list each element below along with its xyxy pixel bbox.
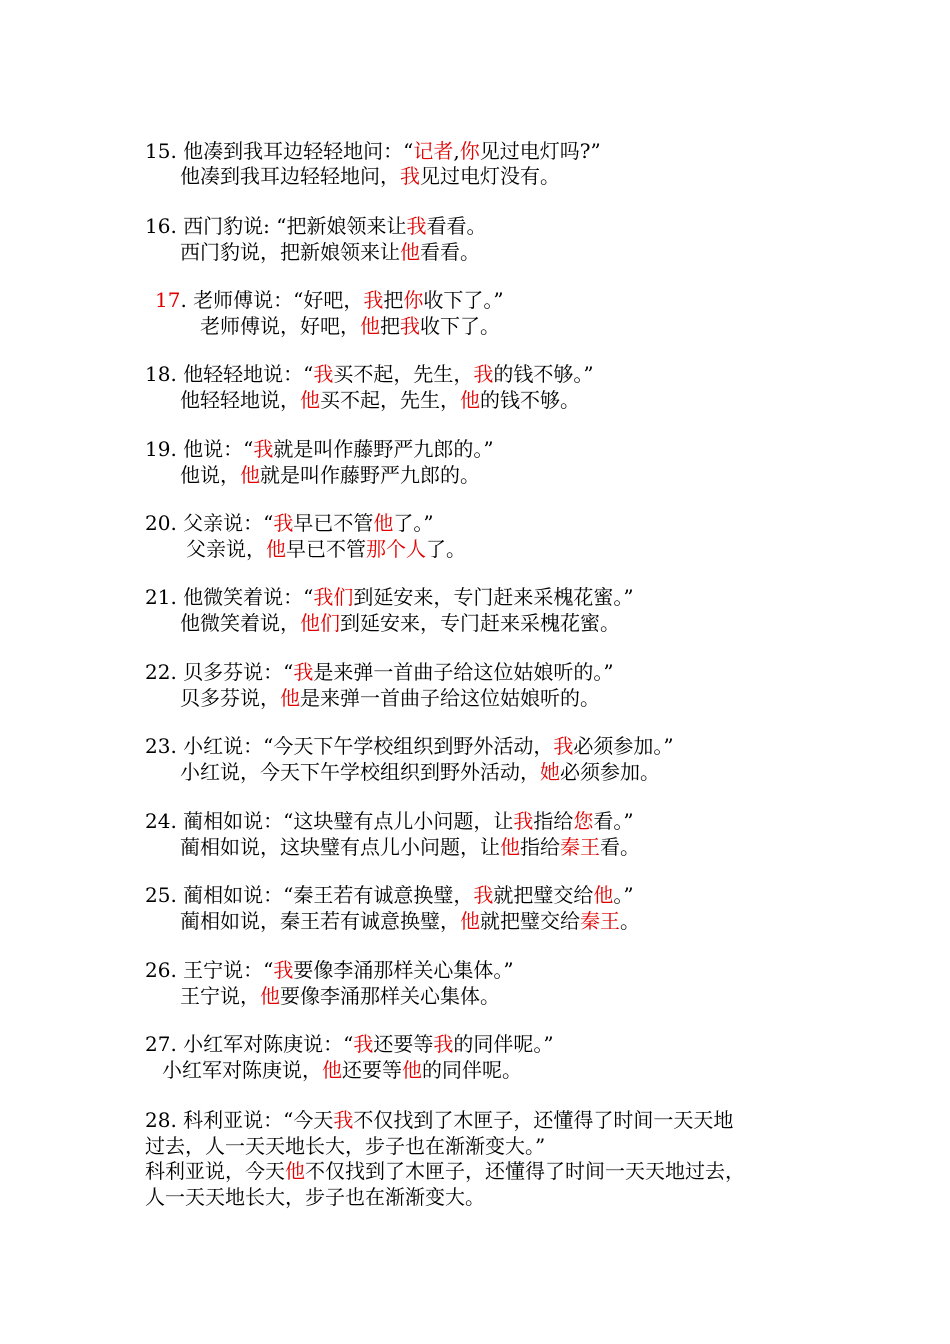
highlighted-pronoun: 他 <box>300 388 320 412</box>
converted-sentence-line <box>180 983 500 1009</box>
sentence-text: 的钱不够。 <box>480 388 580 412</box>
original-sentence-line <box>145 138 601 164</box>
converted-sentence-line <box>180 908 640 934</box>
sentence-text: 贝多芬说， <box>180 686 280 710</box>
original-sentence-line <box>145 213 486 239</box>
highlighted-pronoun: 记者 <box>413 139 454 163</box>
original-sentence-line <box>145 361 594 387</box>
sentence-text: 26. 王宁说：“ <box>145 958 274 982</box>
original-sentence-line <box>145 1107 733 1133</box>
sentence-text: 小红军对陈庚说， <box>162 1058 322 1082</box>
converted-sentence-line <box>162 1057 522 1083</box>
highlighted-pronoun: 他 <box>593 883 614 907</box>
original-sentence-line <box>145 808 634 834</box>
original-sentence-line <box>145 436 494 462</box>
highlighted-pronoun: 他 <box>400 240 420 264</box>
sentence-text: 要像李涌那样关心集体。 <box>280 984 500 1008</box>
sentence-text: 是来弹一首曲子给这位姑娘听的。” <box>313 660 614 684</box>
sentence-text: 28. 科利亚说：“今天 <box>145 1108 334 1132</box>
converted-sentence-line <box>200 313 500 339</box>
converted-sentence-line <box>145 1158 745 1184</box>
sentence-text: 了。” <box>393 511 434 535</box>
highlighted-pronoun: 我 <box>400 164 420 188</box>
sentence-text: 到延安来，专门赶来采槐花蜜。 <box>340 611 620 635</box>
sentence-text: 父亲说， <box>186 537 266 561</box>
original-sentence-line <box>145 1031 554 1057</box>
highlighted-pronoun: 他 <box>460 909 480 933</box>
sentence-text: 的同伴呢。” <box>453 1032 554 1056</box>
sentence-text: 23. 小红说：“今天下午学校组织到野外活动， <box>145 734 554 758</box>
sentence-text: 19. 他说：“ <box>145 437 254 461</box>
sentence-text: 过去，人一天天地长大，步子也在渐渐变大。” <box>145 1134 546 1158</box>
highlighted-pronoun: 他 <box>360 314 380 338</box>
sentence-text: 把 <box>383 288 404 312</box>
sentence-text: 收下了。 <box>420 314 500 338</box>
highlighted-pronoun: 他 <box>373 511 394 535</box>
original-sentence-line <box>145 584 634 610</box>
highlighted-pronoun: 您 <box>573 809 594 833</box>
sentence-text: 25. 蔺相如说：“秦王若有诚意换璧， <box>145 883 474 907</box>
sentence-text: 蔺相如说，这块璧有点儿小问题，让 <box>180 835 500 859</box>
highlighted-pronoun: 我 <box>400 314 420 338</box>
converted-sentence-line <box>145 1184 485 1210</box>
highlighted-pronoun: 他 <box>266 537 286 561</box>
sentence-text: 早已不管 <box>293 511 374 535</box>
sentence-text: 买不起，先生， <box>333 362 474 386</box>
sentence-text: 的同伴呢。 <box>422 1058 522 1082</box>
highlighted-pronoun: 我 <box>363 288 384 312</box>
sentence-text: 指给 <box>533 809 574 833</box>
sentence-text: 见过电灯没有。 <box>420 164 560 188</box>
sentence-text: 看看。 <box>426 214 487 238</box>
sentence-text: 就是叫作藤野严九郎的。 <box>260 463 480 487</box>
sentence-text: 他轻轻地说， <box>180 388 300 412</box>
sentence-text: 买不起，先生， <box>320 388 460 412</box>
highlighted-pronoun: 17 <box>155 288 181 312</box>
sentence-text: 27. 小红军对陈庚说：“ <box>145 1032 354 1056</box>
sentence-text: 。” <box>613 883 634 907</box>
highlighted-pronoun: 我 <box>353 1032 374 1056</box>
sentence-text: 不仅找到了木匣子，还懂得了时间一天天地 <box>353 1108 734 1132</box>
sentence-text: 科利亚说，今天 <box>145 1159 285 1183</box>
original-sentence-line <box>145 882 634 908</box>
sentence-text: 不仅找到了木匣子，还懂得了时间一天天地过去， <box>305 1159 745 1183</box>
sentence-text: 早已不管 <box>286 537 366 561</box>
sentence-text: 指给 <box>520 835 560 859</box>
converted-sentence-line <box>180 239 480 265</box>
highlighted-pronoun: 我 <box>253 437 274 461</box>
converted-sentence-line <box>180 163 560 189</box>
sentence-text: 的钱不够。” <box>493 362 594 386</box>
sentence-text: 就是叫作藤野严九郎的。” <box>273 437 494 461</box>
converted-sentence-line <box>180 610 620 636</box>
sentence-text: 他微笑着说， <box>180 611 300 635</box>
sentence-text: 收下了。” <box>423 288 504 312</box>
highlighted-pronoun: 我 <box>293 660 314 684</box>
highlighted-pronoun: 我 <box>513 809 534 833</box>
sentence-text: 把 <box>380 314 400 338</box>
highlighted-pronoun: 他 <box>260 984 280 1008</box>
highlighted-pronoun: 我 <box>273 958 294 982</box>
sentence-text: 看看。 <box>420 240 480 264</box>
converted-sentence-line <box>180 759 660 785</box>
highlighted-pronoun: 他 <box>402 1058 422 1082</box>
highlighted-pronoun: 我 <box>433 1032 454 1056</box>
highlighted-pronoun: 我 <box>406 214 427 238</box>
converted-sentence-line <box>180 462 480 488</box>
sentence-text: 要像李涌那样关心集体。” <box>293 958 514 982</box>
sentence-text: 西门豹说，把新娘领来让 <box>180 240 400 264</box>
sentence-text: 他凑到我耳边轻轻地问， <box>180 164 400 188</box>
highlighted-pronoun: 我 <box>273 511 294 535</box>
sentence-text: 18. 他轻轻地说：“ <box>145 362 314 386</box>
highlighted-pronoun: 你 <box>403 288 424 312</box>
sentence-text: 就把璧交给 <box>493 883 594 907</box>
highlighted-pronoun: 他 <box>280 686 300 710</box>
highlighted-pronoun: 他 <box>322 1058 342 1082</box>
highlighted-pronoun: 你 <box>459 139 480 163</box>
sentence-text: 他说， <box>180 463 240 487</box>
sentence-text: 16. 西门豹说: “把新娘领来让 <box>145 214 407 238</box>
highlighted-pronoun: 他 <box>500 835 520 859</box>
highlighted-pronoun: 我 <box>333 1108 354 1132</box>
sentence-text: 21. 他微笑着说：“ <box>145 585 314 609</box>
sentence-text: 到延安来，专门赶来采槐花蜜。” <box>353 585 634 609</box>
sentence-text: 人一天天地长大，步子也在渐渐变大。 <box>145 1185 485 1209</box>
sentence-text: 看。” <box>593 809 634 833</box>
sentence-text: 24. 蔺相如说：“这块璧有点儿小问题，让 <box>145 809 514 833</box>
sentence-text: 老师傅说，好吧， <box>200 314 360 338</box>
sentence-text: 蔺相如说，秦王若有诚意换璧， <box>180 909 460 933</box>
converted-sentence-line <box>180 834 640 860</box>
sentence-text: 还要等 <box>342 1058 402 1082</box>
sentence-text: 王宁说， <box>180 984 260 1008</box>
highlighted-pronoun: 我 <box>473 883 494 907</box>
sentence-text: 。 <box>620 909 640 933</box>
original-sentence-line <box>145 659 614 685</box>
converted-sentence-line <box>180 387 580 413</box>
sentence-text: 还要等 <box>373 1032 434 1056</box>
original-sentence-line <box>145 733 674 759</box>
converted-sentence-line <box>180 685 600 711</box>
highlighted-pronoun: 他 <box>285 1159 305 1183</box>
sentence-text: 了。 <box>426 537 466 561</box>
highlighted-pronoun: 她 <box>540 760 560 784</box>
highlighted-pronoun: 我 <box>473 362 494 386</box>
converted-sentence-line <box>145 1133 545 1159</box>
sentence-text: 20. 父亲说：“ <box>145 511 274 535</box>
highlighted-pronoun: 我们 <box>313 585 354 609</box>
sentence-text: , <box>453 139 460 163</box>
sentence-text: 必须参加。” <box>573 734 674 758</box>
highlighted-pronoun: 我 <box>313 362 334 386</box>
sentence-text: 是来弹一首曲子给这位姑娘听的。 <box>300 686 600 710</box>
highlighted-pronoun: 他 <box>240 463 260 487</box>
highlighted-pronoun: 我 <box>553 734 574 758</box>
sentence-text: 见过电灯吗?” <box>479 139 601 163</box>
highlighted-pronoun: 他 <box>460 388 480 412</box>
sentence-text: 看。 <box>600 835 640 859</box>
original-sentence-line <box>145 510 434 536</box>
highlighted-pronoun: 秦王 <box>580 909 620 933</box>
sentence-text: 就把璧交给 <box>480 909 580 933</box>
sentence-text: 15. 他凑到我耳边轻轻地问：“ <box>145 139 414 163</box>
original-sentence-line <box>155 287 504 313</box>
highlighted-pronoun: 秦王 <box>560 835 600 859</box>
highlighted-pronoun: 那个人 <box>366 537 426 561</box>
original-sentence-line <box>145 957 514 983</box>
sentence-text: . 老师傅说：“好吧， <box>180 288 364 312</box>
highlighted-pronoun: 他们 <box>300 611 340 635</box>
sentence-text: 小红说，今天下午学校组织到野外活动， <box>180 760 540 784</box>
converted-sentence-line <box>186 536 466 562</box>
sentence-text: 22. 贝多芬说：“ <box>145 660 294 684</box>
sentence-text: 必须参加。 <box>560 760 660 784</box>
